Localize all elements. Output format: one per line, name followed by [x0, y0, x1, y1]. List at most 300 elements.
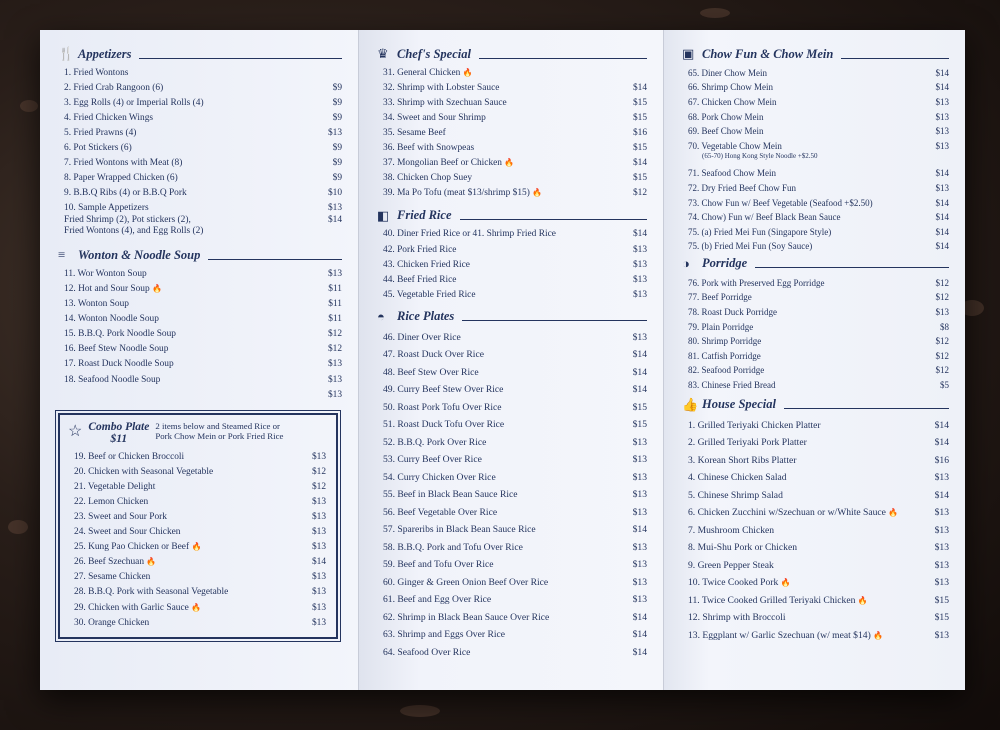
menu-item: [682, 627, 949, 645]
menu-item: [68, 586, 326, 601]
menu-item-price: $13: [632, 331, 647, 343]
section-header-chow-fun: [682, 46, 949, 62]
menu-item: [682, 487, 949, 505]
menu-item-price: $13: [311, 497, 326, 508]
menu-item: [682, 139, 949, 154]
menu-item: [58, 187, 342, 202]
menu-item: [377, 243, 647, 258]
menu-item-name: 21. Vegetable Delight: [74, 482, 156, 493]
menu-item-name: 36. Beef with Snowpeas: [383, 143, 475, 154]
menu-item-price: $13: [632, 489, 647, 501]
menu-item-price: $11: [328, 314, 342, 325]
menu-item: [68, 480, 326, 495]
menu-item-name: 12. Shrimp with Broccoli: [688, 612, 786, 624]
menu-item: [377, 187, 647, 202]
menu-item: [682, 609, 949, 627]
menu-item-name: 56. Beef Vegetable Over Rice: [383, 506, 498, 518]
menu-item-name: 40. Diner Fried Rice or 41. Shrimp Fried Rice: [383, 229, 556, 240]
menu-item-price: $14: [632, 158, 647, 169]
menu-item-price: $9: [332, 82, 342, 93]
menu-item-name: 64. Seafood Over Rice: [383, 646, 471, 658]
menu-sheet: [40, 30, 965, 690]
menu-item-name: 59. Beef and Tofu Over Rice: [383, 559, 494, 571]
menu-item: [682, 291, 949, 306]
menu-item-name: 76. Pork with Preserved Egg Porridge: [688, 277, 825, 288]
menu-item-name: 29. Chicken with Garlic Sauce 🔥: [74, 602, 202, 613]
menu-item: [377, 346, 647, 364]
menu-item-price: $10: [327, 188, 342, 199]
menu-item-price: $16: [632, 128, 647, 139]
menu-item: [682, 557, 949, 575]
menu-item-name: 79. Plain Porridge: [688, 321, 754, 332]
menu-item-name: 62. Shrimp in Black Bean Sauce Over Rice: [383, 611, 550, 623]
menu-item: [682, 349, 949, 364]
menu-item-name: 28. B.B.Q. Pork with Seasonal Vegetable: [74, 587, 229, 598]
menu-item-name: 13. Eggplant w/ Garlic Szechuan (w/ meat $14) 🔥: [688, 629, 884, 641]
menu-item-price: $13: [327, 128, 342, 139]
menu-item: [58, 343, 342, 358]
menu-item: [68, 601, 326, 616]
menu-item: [682, 66, 949, 81]
menu-item-name: 65. Diner Chow Mein: [688, 67, 767, 78]
section-porridge: [682, 276, 949, 393]
menu-item-price: $13: [632, 259, 647, 270]
menu-item-name: 60. Ginger & Green Onion Beef Over Rice: [383, 576, 549, 588]
menu-item: [377, 258, 647, 273]
menu-panel-middle: [358, 30, 663, 690]
spicy-icon: 🔥: [191, 542, 202, 552]
menu-item-price: $14: [632, 366, 647, 378]
menu-item: [58, 171, 342, 186]
fork-knife-icon: 🍴: [58, 46, 75, 61]
menu-item-name: 75. (b) Fried Mei Fun (Soy Sauce): [688, 241, 813, 252]
menu-item-name: 68. Pork Chow Mein: [688, 111, 764, 122]
menu-item: [377, 81, 647, 96]
section-header-appetizers: [58, 46, 342, 62]
menu-item-price: $13: [311, 542, 326, 553]
menu-item-name: 8. Paper Wrapped Chicken (6): [64, 173, 178, 184]
menu-item-name: 46. Diner Over Rice: [383, 331, 461, 343]
menu-item: [58, 388, 342, 403]
menu-item-price: $13: [632, 471, 647, 483]
menu-item-price: $13: [935, 111, 949, 122]
bowl-icon: ≡: [58, 247, 66, 263]
menu-item-price: $13: [327, 269, 342, 280]
menu-item: [68, 465, 326, 480]
section-wonton: [58, 267, 342, 403]
section-rice-plates: [377, 329, 647, 662]
menu-item-name: 82. Seafood Porridge: [688, 365, 765, 376]
menu-item: [682, 124, 949, 139]
menu-item-price: $14: [632, 629, 647, 641]
menu-item-price: $14: [632, 384, 647, 396]
menu-item-name: 2. Fried Crab Rangoon (6): [64, 82, 164, 93]
menu-item-name: 18. Seafood Noodle Soup: [64, 374, 161, 385]
menu-item-name: 9. B.B.Q Ribs (4) or B.B.Q Pork: [64, 188, 187, 199]
menu-item-name: 53. Curry Beef Over Rice: [383, 454, 482, 466]
menu-item-price: $13: [311, 451, 326, 462]
menu-item-name: 39. Ma Po Tofu (meat $13/shrimp $15) 🔥: [383, 188, 543, 199]
menu-item-name: 3. Korean Short Ribs Platter: [688, 454, 797, 466]
section-house-special: [682, 417, 949, 645]
menu-item-price: $13: [311, 527, 326, 538]
spicy-icon: 🔥: [462, 67, 473, 77]
menu-item: [377, 521, 647, 539]
spicy-icon: 🔥: [873, 630, 884, 640]
menu-item: [58, 267, 342, 282]
menu-item-price: $14: [632, 524, 647, 536]
menu-item-name: 50. Roast Pork Tofu Over Rice: [383, 401, 502, 413]
menu-item-price: $13: [632, 559, 647, 571]
menu-item-name: 63. Shrimp and Eggs Over Rice: [383, 629, 506, 641]
menu-item-price: [641, 68, 647, 79]
menu-item: [377, 416, 647, 434]
menu-item-price: $13: [934, 542, 949, 554]
menu-item: [377, 469, 647, 487]
menu-item: [377, 66, 647, 81]
menu-item-price: $13: [934, 559, 949, 571]
section-title: Wonton & Noodle Soup: [78, 247, 201, 262]
menu-item: [682, 181, 949, 196]
spicy-icon: 🔥: [191, 602, 202, 612]
menu-item: [58, 126, 342, 141]
menu-item-price: $13: [935, 97, 949, 108]
menu-item-price: $14: [934, 419, 949, 431]
menu-item: [377, 539, 647, 557]
menu-item-price: $12: [311, 466, 326, 477]
menu-item-name: 61. Beef and Egg Over Rice: [383, 594, 492, 606]
menu-item-name: 78. Roast Duck Porridge: [688, 306, 777, 317]
menu-item: [682, 417, 949, 435]
menu-item: [68, 616, 326, 631]
section-header-fried-rice: [377, 208, 647, 224]
menu-item-name: 37. Mongolian Beef or Chicken 🔥: [383, 158, 515, 169]
menu-item-price: $14: [935, 168, 949, 179]
menu-item-name: 14. Wonton Noodle Soup: [64, 314, 159, 325]
menu-item: [682, 334, 949, 349]
menu-item-name: 70. Vegetable Chow Mein: [688, 140, 782, 151]
menu-item-name: 67. Chicken Chow Mein: [688, 97, 777, 108]
spicy-icon: 🔥: [504, 158, 515, 168]
menu-item: [682, 504, 949, 522]
menu-item-name: 23. Sweet and Sour Pork: [74, 512, 167, 523]
menu-item: [377, 609, 647, 627]
menu-item: [377, 126, 647, 141]
menu-item: [682, 110, 949, 125]
menu-item-name: 83. Chinese Fried Bread: [688, 379, 776, 390]
menu-item-price: $15: [632, 419, 647, 431]
menu-item-price: $13: [632, 244, 647, 255]
noodle-icon: ▣: [682, 46, 695, 61]
menu-item: [682, 225, 949, 240]
menu-item: [682, 276, 949, 291]
menu-item-name: 42. Pork Fried Rice: [383, 244, 457, 255]
menu-item: [68, 510, 326, 525]
menu-item-name: 48. Beef Stew Over Rice: [383, 366, 479, 378]
menu-item: [58, 327, 342, 342]
menu-item-price: $15: [632, 173, 647, 184]
menu-item-price: $13: [632, 289, 647, 300]
menu-item: [377, 644, 647, 662]
menu-item-name: 77. Beef Porridge: [688, 292, 752, 303]
menu-item-name: 24. Sweet and Sour Chicken: [74, 527, 181, 538]
section-title: Rice Plates: [397, 309, 455, 324]
menu-item: [377, 329, 647, 347]
menu-item: [58, 66, 342, 81]
menu-item: [377, 504, 647, 522]
porridge-bowl-icon: ◑: [682, 255, 690, 271]
menu-item-name: 6. Chicken Zucchini w/Szechuan or w/White Sauce 🔥: [688, 507, 899, 519]
menu-item-price: $14: [935, 197, 949, 208]
menu-item-name: 32. Shrimp with Lobster Sauce: [383, 82, 500, 93]
menu-item-price: $14: [632, 349, 647, 361]
menu-item-price: $12: [935, 292, 949, 303]
section-combo: [68, 450, 326, 631]
menu-item: [682, 522, 949, 540]
menu-item-price: $13: [327, 359, 342, 370]
menu-item-price: $11: [328, 299, 342, 310]
menu-item-price: $13: [934, 577, 949, 589]
menu-panel-left: [40, 30, 358, 690]
menu-item-price: [336, 68, 342, 79]
menu-item: [68, 555, 326, 570]
menu-item-name: 11. Twice Cooked Grilled Teriyaki Chicken 🔥: [688, 594, 868, 606]
menu-item: [682, 592, 949, 610]
menu-item-price: $14: [935, 241, 949, 252]
spicy-icon: 🔥: [857, 595, 868, 605]
menu-item: [377, 574, 647, 592]
menu-item-name: 43. Chicken Fried Rice: [383, 259, 470, 270]
hong-kong-noodle-note: (65-70) Hong Kong Style Noodle +$2.50: [702, 152, 818, 161]
menu-item-name: 30. Orange Chicken: [74, 617, 150, 628]
menu-item-price: $13: [935, 140, 949, 151]
menu-item-name: 47. Roast Duck Over Rice: [383, 349, 484, 361]
menu-item-name: 1. Fried Wontons: [64, 67, 129, 78]
menu-item-name: 5. Fried Prawns (4): [64, 128, 137, 139]
menu-item: [682, 95, 949, 110]
menu-item: [58, 312, 342, 327]
rice-plate-icon: ◓: [377, 308, 385, 324]
section-title: Chow Fun & Chow Mein: [702, 46, 834, 61]
menu-item-name: 7. Fried Wontons with Meat (8): [64, 158, 183, 169]
menu-item-price: $13: [935, 182, 949, 193]
menu-item: [68, 450, 326, 465]
menu-item: [377, 591, 647, 609]
menu-item-name: 4. Fried Chicken Wings: [64, 113, 154, 124]
menu-item-name: 31. General Chicken 🔥: [383, 67, 473, 78]
menu-item-price: $14: [935, 67, 949, 78]
menu-item: [377, 626, 647, 644]
menu-item-name: 75. (a) Fried Mei Fun (Singapore Style): [688, 226, 832, 237]
menu-item-price: $14: [935, 212, 949, 223]
menu-item-price: $13: [311, 617, 326, 628]
menu-item: [58, 202, 342, 240]
menu-item: [377, 141, 647, 156]
combo-description: 2 items below and Steamed Rice or Pork Chow Mein or Pork Fried Rice: [155, 420, 284, 442]
section-chow-fun-2: [682, 166, 949, 253]
menu-item: [682, 452, 949, 470]
menu-item-name: 73. Chow Fun w/ Beef Vegetable (Seafood +$2.50): [688, 197, 873, 208]
menu-item-price: $13 $14: [327, 203, 342, 225]
menu-item-name: 22. Lemon Chicken: [74, 497, 149, 508]
menu-item-name: [58, 390, 64, 401]
menu-item-price: $13: [632, 436, 647, 448]
menu-item-price: $14: [632, 646, 647, 658]
menu-item-price: $13: [632, 576, 647, 588]
menu-item: [377, 96, 647, 111]
menu-item: [68, 525, 326, 540]
menu-item-price: $8: [940, 321, 949, 332]
section-fried-rice: [377, 228, 647, 303]
menu-item-price: $13: [632, 454, 647, 466]
menu-item-price: $15: [632, 143, 647, 154]
menu-item-name: 74. Chow) Fun w/ Beef Black Bean Sauce: [688, 212, 841, 223]
menu-item: [58, 373, 342, 388]
menu-item: [58, 81, 342, 96]
menu-item-name: 15. B.B.Q. Pork Noodle Soup: [64, 329, 176, 340]
menu-item-name: 80. Shrimp Porridge: [688, 336, 762, 347]
spicy-icon: 🔥: [780, 578, 791, 588]
star-icon: ☆: [68, 422, 83, 440]
menu-item: [377, 381, 647, 399]
menu-item-price: $12: [935, 277, 949, 288]
section-header-rice-plates: [377, 309, 647, 325]
menu-item-name: 81. Catfish Porridge: [688, 350, 761, 361]
menu-item: [682, 81, 949, 96]
menu-item-name: 11. Wor Wonton Soup: [64, 269, 147, 280]
menu-item: [377, 556, 647, 574]
menu-item-price: $15: [632, 113, 647, 124]
rice-box-icon: ◧: [377, 207, 390, 223]
menu-item-price: $12: [327, 344, 342, 355]
thumbs-up-icon: 👍: [682, 396, 699, 412]
menu-item: [682, 378, 949, 393]
menu-item: [682, 166, 949, 181]
menu-item: [377, 156, 647, 171]
section-title: Fried Rice: [397, 208, 452, 223]
menu-item-price: $13: [632, 541, 647, 553]
section-header-porridge: [682, 256, 949, 272]
menu-item-name: 55. Beef in Black Bean Sauce Rice: [383, 489, 518, 501]
section-chefs: [377, 66, 647, 202]
menu-item-name: 66. Shrimp Chow Mein: [688, 82, 774, 93]
menu-item-price: $13: [934, 524, 949, 536]
menu-item-price: $13: [311, 587, 326, 598]
menu-item: [58, 282, 342, 297]
section-chow-fun: [682, 66, 949, 153]
menu-item-price: $13: [934, 472, 949, 484]
menu-item-name: 34. Sweet and Sour Shrimp: [383, 113, 486, 124]
menu-item-price: $14: [632, 82, 647, 93]
menu-item-name: 1. Grilled Teriyaki Chicken Platter: [688, 419, 821, 431]
menu-item-price: $13: [934, 629, 949, 641]
menu-item: [682, 320, 949, 335]
menu-item: [682, 239, 949, 254]
menu-item: [682, 196, 949, 211]
menu-item-price: $13: [935, 126, 949, 137]
chef-hat-icon: ♛: [377, 46, 389, 61]
menu-item-name: 3. Egg Rolls (4) or Imperial Rolls (4): [64, 98, 204, 109]
section-title: Chef's Special: [397, 46, 471, 61]
combo-plate-box: [58, 413, 338, 639]
menu-item-name: 26. Beef Szechuan 🔥: [74, 557, 157, 568]
menu-item: [377, 171, 647, 186]
menu-item-name: 6. Pot Stickers (6): [64, 143, 132, 154]
menu-item-price: $13: [632, 506, 647, 518]
menu-item: [58, 141, 342, 156]
menu-item: [682, 469, 949, 487]
menu-item-name: 7. Mushroom Chicken: [688, 524, 775, 536]
menu-item: [377, 273, 647, 288]
menu-item-price: $13: [311, 512, 326, 523]
section-header-house-special: [682, 397, 949, 413]
menu-item-name: 2. Grilled Teriyaki Pork Platter: [688, 437, 807, 449]
spicy-icon: 🔥: [146, 557, 157, 567]
menu-item-price: $13: [327, 389, 342, 400]
section-header-chefs: [377, 46, 647, 62]
menu-item: [68, 571, 326, 586]
menu-item: [58, 96, 342, 111]
menu-item: [68, 540, 326, 555]
menu-item-name: 25. Kung Pao Chicken or Beef 🔥: [74, 542, 202, 553]
menu-item-name: 4. Chinese Chicken Salad: [688, 472, 787, 484]
menu-item: [377, 434, 647, 452]
menu-item-name: 8. Mui-Shu Pork or Chicken: [688, 542, 797, 554]
menu-item-price: $14: [934, 489, 949, 501]
menu-item-name: 20. Chicken with Seasonal Vegetable: [74, 466, 214, 477]
menu-item-name: 69. Beef Chow Mein: [688, 126, 764, 137]
menu-panel-right: [663, 30, 965, 690]
menu-item-price: $14: [935, 82, 949, 93]
menu-item-name: 38. Chicken Chop Suey: [383, 173, 473, 184]
menu-item-name: 33. Shrimp with Szechuan Sauce: [383, 98, 507, 109]
menu-item-name: 52. B.B.Q. Pork Over Rice: [383, 436, 487, 448]
menu-item-name: 10. Twice Cooked Pork 🔥: [688, 577, 791, 589]
menu-item-name: 58. B.B.Q. Pork and Tofu Over Rice: [383, 541, 523, 553]
spicy-icon: 🔥: [888, 508, 899, 518]
menu-item-price: $13: [934, 507, 949, 519]
menu-item-name: 45. Vegetable Fried Rice: [383, 289, 476, 300]
menu-item-price: $11: [328, 284, 342, 295]
menu-item-price: $15: [934, 594, 949, 606]
menu-item-price: $13: [311, 602, 326, 613]
menu-item-name: 72. Dry Fried Beef Chow Fun: [688, 182, 796, 193]
combo-title: Combo Plate $11: [88, 420, 150, 446]
menu-item: [682, 363, 949, 378]
spicy-icon: 🔥: [532, 188, 543, 198]
menu-item-price: $12: [632, 188, 647, 199]
menu-item: [682, 434, 949, 452]
menu-item: [377, 364, 647, 382]
menu-item-price: $5: [940, 379, 949, 390]
menu-item-price: $14: [935, 226, 949, 237]
menu-item: [682, 210, 949, 225]
menu-item-price: $13: [935, 306, 949, 317]
menu-item: [377, 399, 647, 417]
menu-item-price: $12: [935, 350, 949, 361]
menu-item-price: $13: [632, 594, 647, 606]
menu-item: [377, 451, 647, 469]
menu-item: [682, 305, 949, 320]
menu-item-name: 54. Curry Chicken Over Rice: [383, 471, 496, 483]
menu-item-price: $15: [632, 401, 647, 413]
menu-item-price: $12: [935, 365, 949, 376]
menu-item-name: 19. Beef or Chicken Broccoli: [74, 451, 185, 462]
section-title: Porridge: [702, 256, 748, 271]
menu-item-name: 57. Spareribs in Black Bean Sauce Rice: [383, 524, 536, 536]
menu-item-name: 27. Sesame Chicken: [74, 572, 151, 583]
menu-item-name: 16. Beef Stew Noodle Soup: [64, 344, 169, 355]
